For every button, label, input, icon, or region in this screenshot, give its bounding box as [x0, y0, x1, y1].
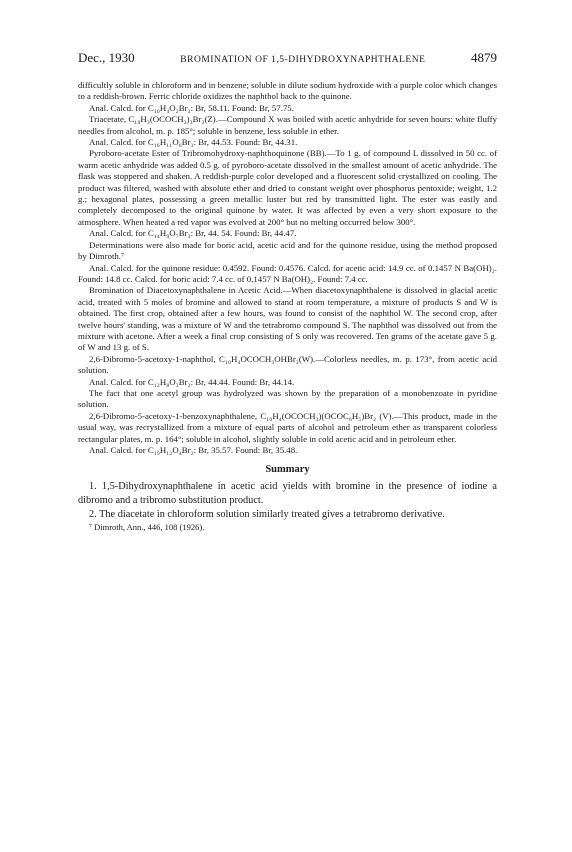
paragraph: Determinations were also made for boric acid, acetic acid and for the quinone residue, using the method proposed by Dimroth.⁷ — [78, 239, 497, 262]
summary-heading: Summary — [265, 464, 310, 476]
summary-item: 1. 1,5-Dihydroxynaphthalene in acetic acid yields with bromine in the presence of iodine a dibromo and a tribromo substitution product. — [78, 480, 497, 506]
summary-item: 2. The diacetate in chloroform solution similarly treated gives a tetrabromo derivative. — [89, 508, 445, 520]
analysis-line: Anal. Calcd. for C₁₄H₉O₇Br₃: Br, 44. 54. Found: Br, 44.47. — [89, 228, 297, 239]
header-date: Dec., 1930 — [78, 50, 135, 65]
header-title: BROMINATION OF 1,5-DIHYDROXYNAPHTHALENE — [180, 55, 426, 65]
article-body — [78, 80, 497, 533]
header-page-number: 4879 — [471, 50, 497, 65]
paragraph: difficultly soluble in chloroform and in benzene; soluble in dilute sodium hydroxide with a purple color which changes to a reddish-brown. Ferric chloride oxidizes the naphthol back to the quinone. — [78, 80, 497, 102]
paragraph: Triacetate, C₁₀H₃(OCOCH₃)₃Br₃(Z).—Compound X was boiled with acetic anhydride for seven hours: white fluffy needles from alcohol, m. p. 185°; soluble in benzene, less soluble in ether. — [78, 114, 497, 136]
running-header — [78, 50, 497, 66]
footnote: ⁷ Dimroth, Ann., 446, 108 (1926). — [89, 521, 205, 532]
analysis-line: Anal. Calcd. for C₁₂H₈O₃Br₂: Br, 44.44. Found: Br, 44.14. — [89, 376, 295, 387]
paragraph: Bromination of Diacetoxynaphthalene in Acetic Acid.—When diacetoxynaphthalene is dissolved in glacial acetic acid, treated with 5 moles of bromine and allowed to stand at room temperature, a mixture of products S and W is obtained. The first crop, obtained after a few hours, was found to consist of the naphthol W. The second crop, after twelve hours' standing, was a mixture of W and the tetrabromo compound S. The naphthol was dissolved out from the mixture with acetone. After a week a final crop consisting of S only was recovered. Ten grams of the acetate gave 5 g. of W and 13 g. of S. — [78, 285, 497, 353]
analysis-line: Anal. Calcd. for C₁₆H₁₁O₆Br₃: Br, 44.53. Found: Br, 44.31. — [89, 137, 298, 148]
analysis-line: Anal. Calcd. for C₁₀H₄O₂Br₃: Br, 58.11. Found: Br, 57.75. — [89, 102, 294, 113]
paragraph: Pyroboro-acetate Ester of Tribromohydroxy-naphthoquinone (BB).—To 1 g. of compound L dissolved in 50 cc. of warm acetic anhydride was added 0.5 g. of pyroboro-acetate dissolved in the smallest amount of acetic anhydride. The flask was stoppered and shaken. A reddish-purple color developed and a fluorescent solid crystallized on cooling. The product was filtered, washed with absolute ether and dried to constant weight over phosphorus pentoxide; weight, 1.2 g.; hexagonal plates, possessing a green metallic luster but red by transmitted light. The ester was easily and completely decomposed to the original quinone by water. It was affected by even a very short exposure to the atmosphere. When heated a red vapor was evolved at 200° but no melting occurred below 300°. — [78, 148, 497, 227]
paragraph: The fact that one acetyl group was hydrolyzed was shown by the preparation of a monobenzoate in pyridine solution. — [78, 387, 497, 410]
paragraph: 2,6-Dibromo-5-acetoxy-1-naphthol, C₁₀H₄OCOCH₃OHBr₂(W).—Colorless needles, m. p. 173°, from acetic acid solution. — [78, 353, 497, 376]
analysis-line: Anal. Calcd. for the quinone residue: 0.4592. Found: 0.4576. Calcd. for acetic acid: 14.9 cc. of 0.1457 N Ba(OH)₂. Found: 14.8 cc. Calcd. for boric acid: 7.4 cc. of 0.1457 N Ba(OH)₂. Found: 7.4 cc. — [78, 262, 497, 284]
analysis-line: Anal. Calcd. for C₁₉H₁₂O₄Br₂: Br, 35.57. Found: Br, 35.48. — [89, 445, 298, 455]
paragraph: 2,6-Dibromo-5-acetoxy-1-benzoxynaphthalene, C₁₀H₄(OCOCH₃)(OCOC₆H₅)Br₂ (V).—This product, made in the usual way, was recrystallized from a mixture of equal parts of alcohol and petroleum ether as transparent colorless rectangular plates, m. p. 164°; soluble in alcohol, slightly soluble in cold acetic acid and in petroleum ether. — [78, 410, 497, 444]
